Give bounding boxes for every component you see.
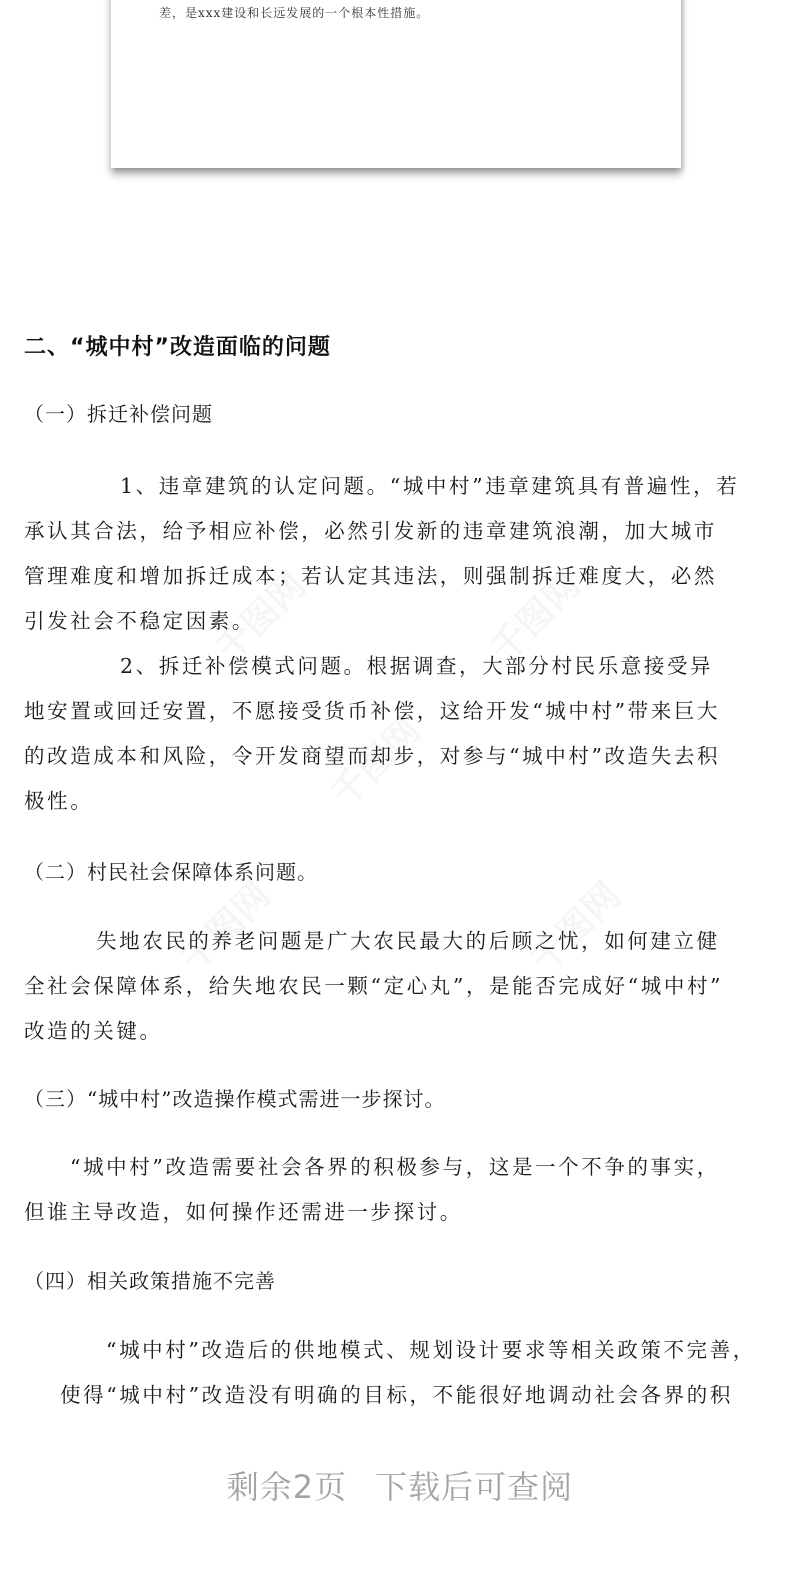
watermark: 千图网 xyxy=(173,874,279,981)
paragraph-compensation-mode xyxy=(24,644,768,824)
paragraph-line: 全社会保障体系，给失地农民一颗“定心丸”，是能否完成好“城中村” xyxy=(24,974,724,998)
section-heading: 二、“城中村”改造面临的问题 xyxy=(24,335,331,360)
paragraph-line: 1、违章建筑的认定问题。“城中村”违章建筑具有普遍性，若 xyxy=(120,474,740,498)
paragraph-line: 但谁主导改造，如何操作还需进一步探讨。 xyxy=(24,1200,463,1224)
paragraph-line: 地安置或回迁安置，不愿接受货币补偿，这给开发“城中村”带来巨大 xyxy=(24,699,721,723)
paragraph-social-security xyxy=(24,919,768,1054)
download-prompt[interactable] xyxy=(0,1462,800,1508)
paragraph-line: 承认其合法，给予相应补偿，必然引发新的违章建筑浪潮，加大城市 xyxy=(24,519,717,543)
watermark: 千图网 xyxy=(208,564,314,671)
subsection-title-4: （四）相关政策措施不完善 xyxy=(24,1269,276,1293)
remaining-pages-label: 剩余2页 xyxy=(226,1468,348,1506)
paragraph-line: 管理难度和增加拆迁成本；若认定其违法，则强制拆迁难度大，必然 xyxy=(24,564,717,588)
paragraph-line: 改造的关键。 xyxy=(24,1019,163,1043)
paragraph-line: 极性。 xyxy=(24,789,94,813)
watermark: 千图网 xyxy=(523,874,629,981)
subsection-title-3: （三）“城中村”改造操作模式需进一步探讨。 xyxy=(24,1087,446,1111)
subsection-title-2: （二）村民社会保障体系问题。 xyxy=(24,860,318,884)
download-to-view-label[interactable]: 下载后可查阅 xyxy=(375,1468,574,1506)
paragraph-illegal-building xyxy=(24,464,768,644)
subsection-title-1: （一）拆迁补偿问题 xyxy=(24,402,213,426)
paragraph-line: 2、拆迁补偿模式问题。根据调查，大部分村民乐意接受异 xyxy=(120,654,714,678)
paragraph-line: 引发社会不稳定因素。 xyxy=(24,609,255,633)
paragraph-line: 的改造成本和风险，令开发商望而却步，对参与“城中村”改造失去积 xyxy=(24,744,721,768)
watermark: 千图网 xyxy=(323,709,429,816)
previous-page-preview xyxy=(111,0,681,168)
paragraph-operation-mode xyxy=(24,1145,768,1235)
preview-text: 差，是xxx建设和长远发展的一个根本性措施。 xyxy=(159,6,430,20)
paragraph-line: “城中村”改造后的供地模式、规划设计要求等相关政策不完善， xyxy=(106,1338,756,1362)
paragraph-line: “城中村”改造需要社会各界的积极参与，这是一个不争的事实， xyxy=(70,1155,720,1179)
paragraph-line: 失地农民的养老问题是广大农民最大的后顾之忧，如何建立健 xyxy=(96,929,720,953)
paragraph-line: 使得“城中村”改造没有明确的目标，不能很好地调动社会各界的积 xyxy=(60,1383,733,1407)
watermark: 千图网 xyxy=(483,564,589,671)
paragraph-policy xyxy=(24,1328,768,1418)
